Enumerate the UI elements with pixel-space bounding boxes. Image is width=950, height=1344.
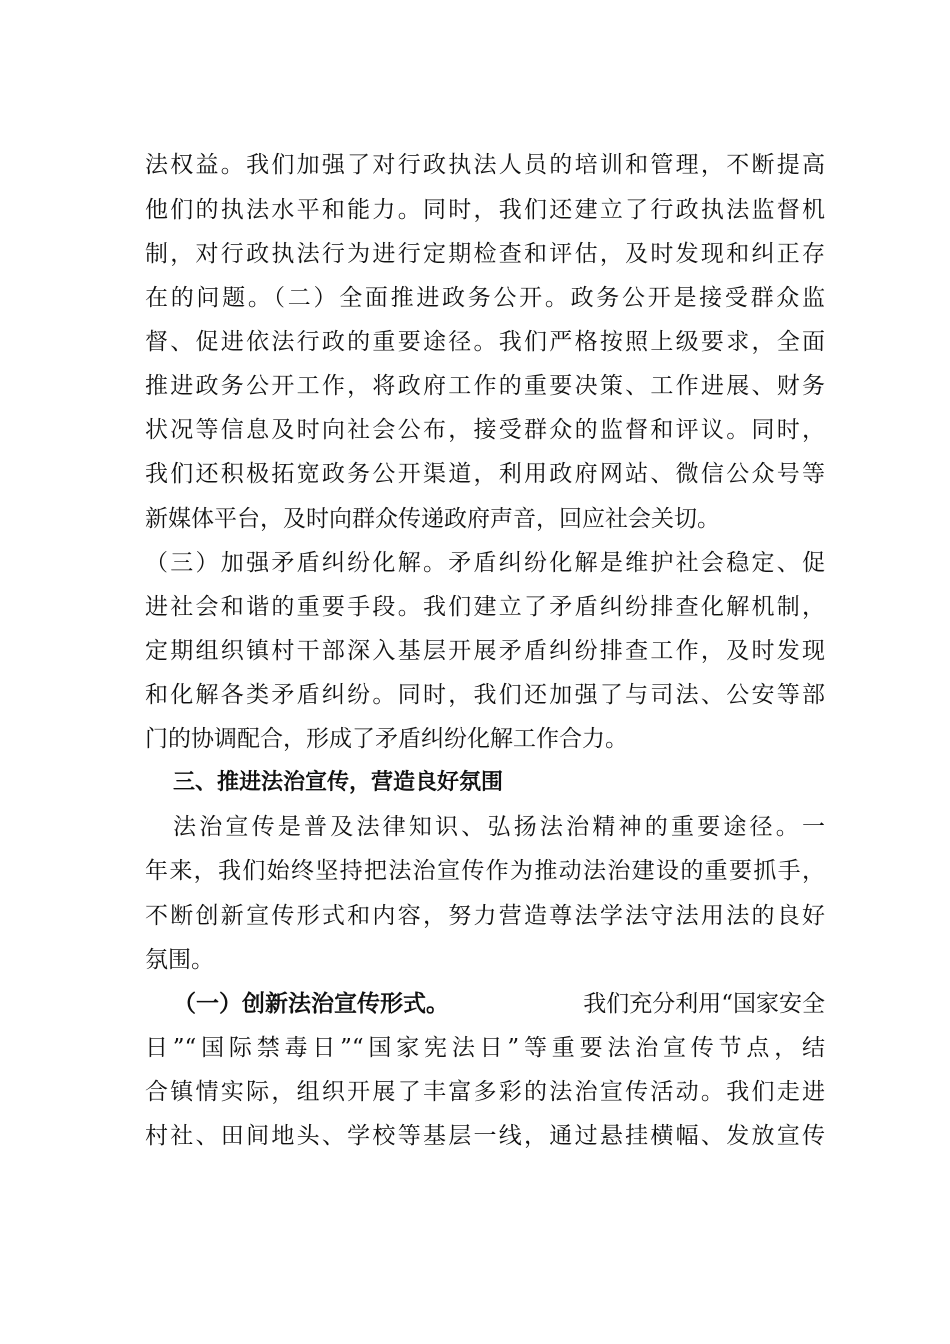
section-paragraph-line: 法治宣传是普及法律知识、弘扬法治精神的重要途径。一 xyxy=(173,814,825,840)
section-paragraph-line: 年来，我们始终坚持把法治宣传作为推动法治建设的重要抓手， xyxy=(145,858,825,884)
section-paragraph-line: 不断创新宣传形式和内容，努力营造尊法学法守法用法的良好 xyxy=(145,903,825,929)
body-line: 定期组织镇村干部深入基层开展矛盾纠纷排查工作，及时发现 xyxy=(145,638,825,664)
body-line: 法权益。我们加强了对行政执法人员的培训和管理，不断提高 xyxy=(145,152,825,178)
body-line: 状况等信息及时向社会公布，接受群众的监督和评议。同时， xyxy=(145,417,825,443)
section-paragraph-line: 氛围。 xyxy=(145,947,214,973)
body-line: 进社会和谐的重要手段。我们建立了矛盾纠纷排查化解机制， xyxy=(145,594,825,620)
sub-paragraph-line: 我们充分利用“国家安全 xyxy=(583,991,825,1017)
sub-heading-line xyxy=(173,988,825,1020)
body-line: 新媒体平台，及时向群众传递政府声音，回应社会关切。 xyxy=(145,506,720,532)
sub-heading: （一）创新法治宣传形式。 xyxy=(173,990,449,1017)
body-line: 门的协调配合，形成了矛盾纠纷化解工作合力。 xyxy=(145,726,628,752)
sub-paragraph-line: 日”“国际禁毒日”“国家宪法日”等重要法治宣传节点，结 xyxy=(145,1035,825,1061)
body-line: 在的问题。（二）全面推进政务公开。政务公开是接受群众监 xyxy=(145,285,825,311)
body-line: 推进政务公开工作，将政府工作的重要决策、工作进展、财务 xyxy=(145,373,825,399)
section-heading: 三、推进法治宣传，营造良好氛围 xyxy=(173,770,504,795)
body-line: 和化解各类矛盾纠纷。同时，我们还加强了与司法、公安等部 xyxy=(145,682,825,708)
sub-paragraph-line: 村社、田间地头、学校等基层一线，通过悬挂横幅、发放宣传 xyxy=(145,1123,825,1149)
body-line: 制，对行政执法行为进行定期检查和评估，及时发现和纠正存 xyxy=(145,241,825,267)
sub-paragraph-line: 合镇情实际，组织开展了丰富多彩的法治宣传活动。我们走进 xyxy=(145,1079,825,1105)
body-line: 他们的执法水平和能力。同时，我们还建立了行政执法监督机 xyxy=(145,197,825,223)
body-line: 我们还积极拓宽政务公开渠道，利用政府网站、微信公众号等 xyxy=(145,461,825,487)
body-line: 督、促进依法行政的重要途径。我们严格按照上级要求，全面 xyxy=(145,329,825,355)
body-line: （三）加强矛盾纠纷化解。矛盾纠纷化解是维护社会稳定、促 xyxy=(145,550,825,576)
